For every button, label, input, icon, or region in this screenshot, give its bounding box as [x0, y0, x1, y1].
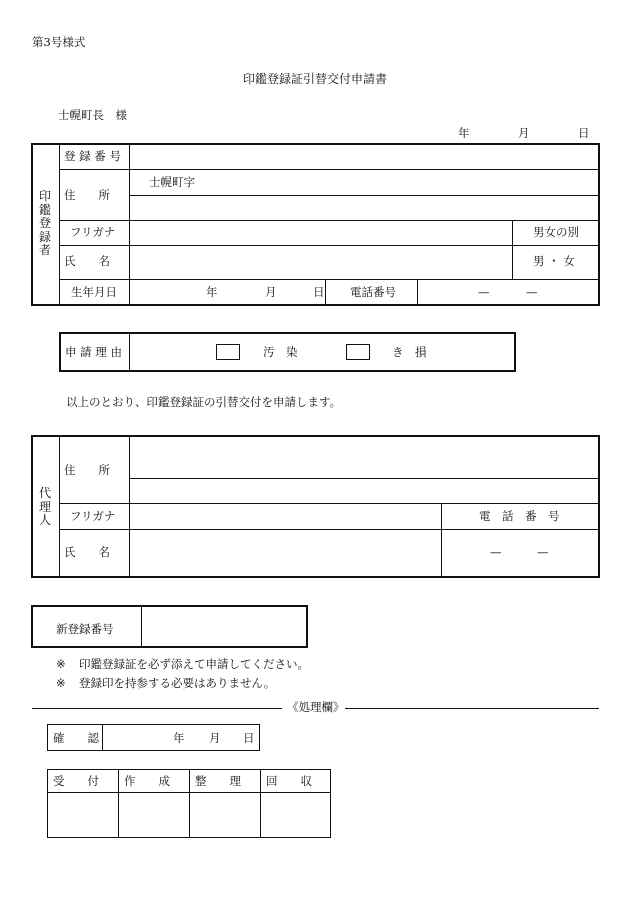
note-text-2: 登録印を持参する必要はありません。 [79, 676, 276, 690]
gender-value[interactable]: 男 ・ 女 [533, 254, 575, 268]
declaration-text: 以上のとおり、印鑑登録証の引替交付を申請します。 [66, 395, 342, 409]
form-number: 第3号様式 [32, 35, 86, 49]
note-text-1: 印鑑登録証を必ず添えて申請してください。 [79, 657, 309, 671]
column-arrangement: 整 理 [195, 774, 241, 788]
registrant-side-label: 印鑑登録者 [38, 189, 51, 257]
confirm-label: 確 認 [53, 731, 99, 745]
date-month: 月 [518, 126, 530, 140]
column-creation: 作 成 [124, 774, 170, 788]
column-reception: 受 付 [53, 774, 99, 788]
address-value[interactable]: 士幌町字 [149, 175, 195, 189]
reason-label: 申 請 理 由 [65, 345, 122, 359]
agent-name-label: 氏 名 [64, 545, 110, 559]
agent-address-field[interactable] [131, 438, 597, 477]
reason-option-contamination: 汚 染 [263, 345, 298, 359]
furigana-label: フリガナ [70, 225, 116, 239]
phone-separator-2: — [526, 285, 538, 299]
gender-label: 男女の別 [533, 225, 579, 239]
processing-divider-left [32, 708, 282, 709]
new-registration-field[interactable] [143, 607, 306, 646]
address-label: 住 所 [64, 188, 110, 202]
confirm-year: 年 [173, 731, 185, 745]
page-title: 印鑑登録証引替交付申請書 [242, 72, 387, 86]
name-field[interactable] [131, 247, 511, 278]
date-day: 日 [578, 126, 590, 140]
registration-number-label: 登 録 番 号 [64, 149, 121, 163]
agent-address-label: 住 所 [64, 463, 110, 477]
agent-name-field[interactable] [131, 531, 439, 576]
registration-number-field[interactable] [131, 146, 597, 168]
new-registration-label: 新登録番号 [56, 622, 114, 636]
phone-label: 電話番号 [350, 285, 396, 299]
birth-day[interactable]: 日 [313, 285, 325, 299]
date-year: 年 [458, 126, 470, 140]
processing-divider-right [345, 708, 599, 709]
confirm-month: 月 [209, 731, 221, 745]
agent-furigana-field[interactable] [131, 505, 439, 528]
note-mark-1: ※ [56, 657, 66, 671]
address-field-line2[interactable] [131, 197, 597, 219]
agent-phone-label: 電 話 番 号 [479, 509, 560, 523]
agent-furigana-label: フリガナ [70, 509, 116, 523]
addressee: 士幌町長 様 [58, 108, 127, 122]
reason-damage-checkbox[interactable] [346, 344, 370, 360]
phone-separator-1: — [478, 285, 490, 299]
note-mark-2: ※ [56, 676, 66, 690]
agent-address-field-line2[interactable] [131, 480, 597, 502]
furigana-field[interactable] [131, 222, 511, 244]
confirm-day: 日 [243, 731, 255, 745]
reason-contamination-checkbox[interactable] [216, 344, 240, 360]
agent-side-label: 代理人 [38, 486, 51, 527]
agent-phone-separator-2: — [537, 545, 549, 559]
processing-title: 《処理欄》 [287, 700, 345, 714]
name-label: 氏 名 [64, 254, 110, 268]
reason-option-damage: き 損 [392, 345, 427, 359]
birth-year[interactable]: 年 [206, 285, 218, 299]
agent-phone-separator-1: — [490, 545, 502, 559]
column-collection: 回 収 [266, 774, 312, 788]
birth-label: 生年月日 [71, 285, 117, 299]
birth-month[interactable]: 月 [265, 285, 277, 299]
